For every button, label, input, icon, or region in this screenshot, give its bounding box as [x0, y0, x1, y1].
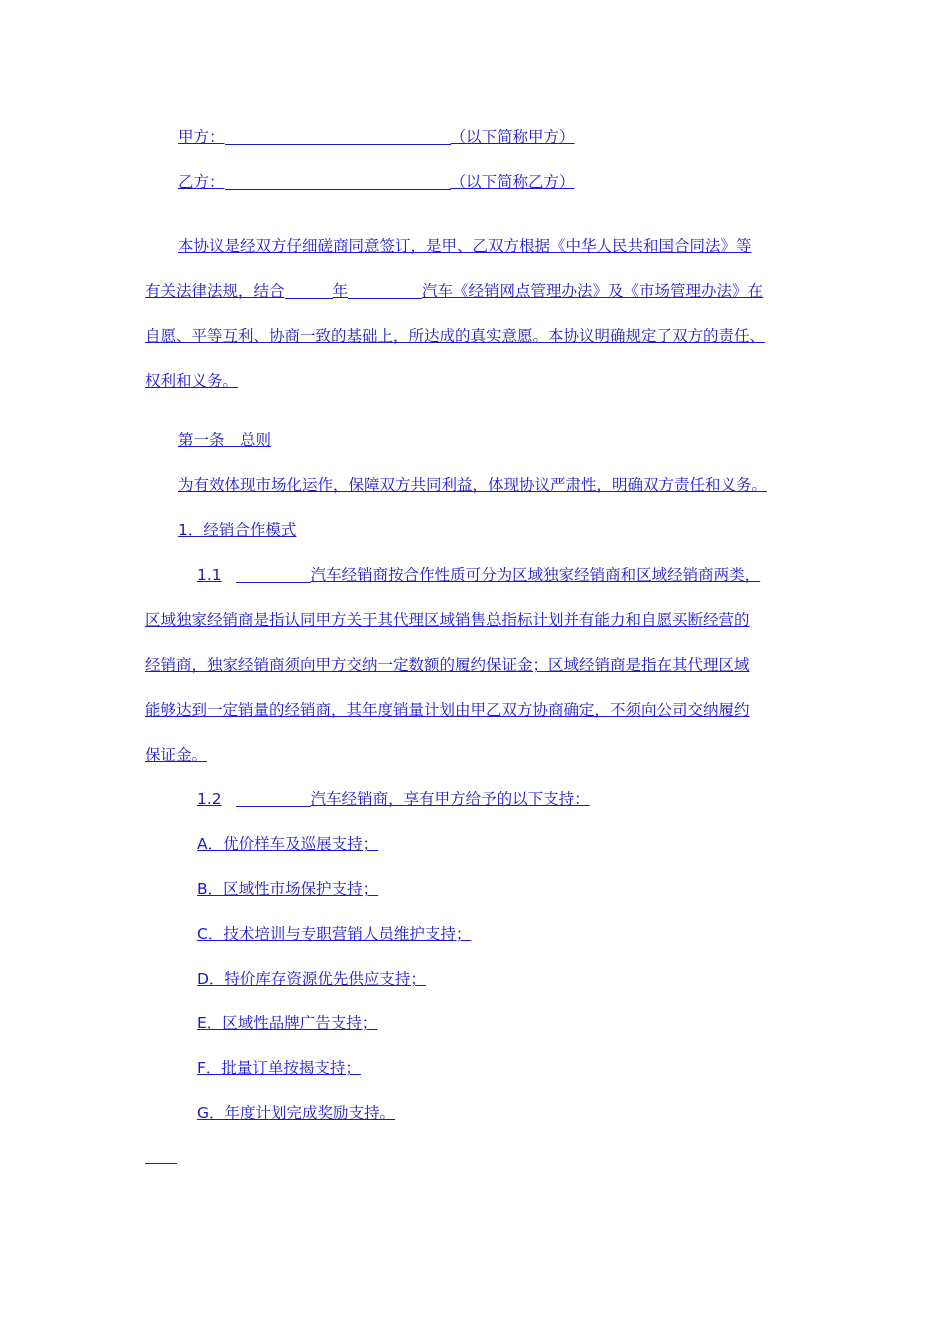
intro-text-4: 权利和义务。: [145, 372, 239, 390]
intro-text-3: 自愿、平等互利、协商一致的基础上，所达成的真实意愿。本协议明确规定了双方的责任、: [145, 327, 766, 345]
article-1-title: [145, 430, 271, 450]
intro-text-1: 本协议是经双方仔细磋商同意签订，是甲、乙双方根据《中华人民共和国合同法》等: [178, 237, 752, 255]
party-a-suffix: （以下简称甲方）: [450, 128, 575, 146]
article-1-title-text: 第一条 总则: [178, 431, 272, 449]
support-item-c: C．技术培训与专职营销人员维护支持；: [197, 925, 472, 943]
support-item: [145, 879, 378, 899]
party-a-label: 甲方：: [178, 128, 225, 146]
s12-line: [145, 789, 590, 809]
s11-number: 1.1: [197, 566, 222, 584]
year-blank: [285, 282, 333, 299]
intro-line-1: [145, 236, 752, 256]
s12-text: 汽车经销商，享有甲方给予的以下支持：: [310, 790, 590, 808]
party-a-line: [145, 127, 575, 147]
article-1-purpose: [145, 475, 767, 495]
s11-text-4: 能够达到一定销量的经销商，其年度销量计划由甲乙双方协商确定，不须向公司交纳履约: [145, 701, 750, 719]
intro-text-2a: 有关法律法规，结合: [145, 282, 285, 300]
support-item-f: F．批量订单按揭支持；: [197, 1059, 361, 1077]
s11-text-1: 汽车经销商按合作性质可分为区域独家经销商和区域经销商两类，: [310, 566, 761, 584]
s11-text-5: 保证金。: [145, 746, 208, 764]
intro-text-2c: 汽车《经销网点管理办法》及《市场管理办法》在: [422, 282, 764, 300]
intro-line-4: [145, 371, 238, 391]
section-1-heading-text: 1．经销合作模式: [178, 521, 297, 539]
party-b-label: 乙方：: [178, 173, 225, 191]
support-item-b: B．区域性市场保护支持；: [197, 880, 379, 898]
support-item-e: E．区域性品牌广告支持；: [197, 1014, 378, 1032]
s12-brand-blank: [236, 790, 311, 807]
s12-number: 1.2: [197, 790, 222, 808]
s11-text-3: 经销商，独家经销商须向甲方交纳一定数额的履约保证金；区域经销商是指在其代理区域: [145, 656, 750, 674]
intro-line-3: [145, 326, 765, 346]
s11-line-4: [145, 700, 750, 720]
party-b-blank: [225, 173, 451, 190]
brand-blank: [348, 282, 422, 299]
s11-line-1: [145, 565, 760, 585]
intro-text-2b: 年: [332, 282, 349, 300]
support-item-a: A．优价样车及巡展支持；: [197, 835, 379, 853]
party-a-blank: [225, 128, 451, 145]
trailing-underline: [145, 1163, 177, 1164]
party-b-line: [145, 172, 575, 192]
support-item-d: D．特价库存资源优先供应支持；: [197, 970, 426, 988]
section-1-heading: [145, 520, 296, 540]
article-1-purpose-text: 为有效体现市场化运作，保障双方共同利益，体现协议严肃性，明确双方责任和义务。: [178, 476, 768, 494]
support-item: [145, 1013, 377, 1033]
s11-line-2: [145, 610, 750, 630]
s11-brand-blank: [236, 566, 311, 583]
intro-line-2: [145, 281, 763, 301]
s11-line-3: [145, 655, 750, 675]
s11-line-5: [145, 745, 207, 765]
support-item: [145, 1058, 361, 1078]
support-item: [145, 834, 378, 854]
support-item-g: G．年度计划完成奖励支持。: [197, 1104, 396, 1122]
support-item: [145, 1103, 395, 1123]
party-b-suffix: （以下简称乙方）: [450, 173, 575, 191]
support-item: [145, 969, 426, 989]
support-item: [145, 924, 471, 944]
s11-text-2: 区域独家经销商是指认同甲方关于其代理区域销售总指标计划并有能力和自愿买断经营的: [145, 611, 750, 629]
